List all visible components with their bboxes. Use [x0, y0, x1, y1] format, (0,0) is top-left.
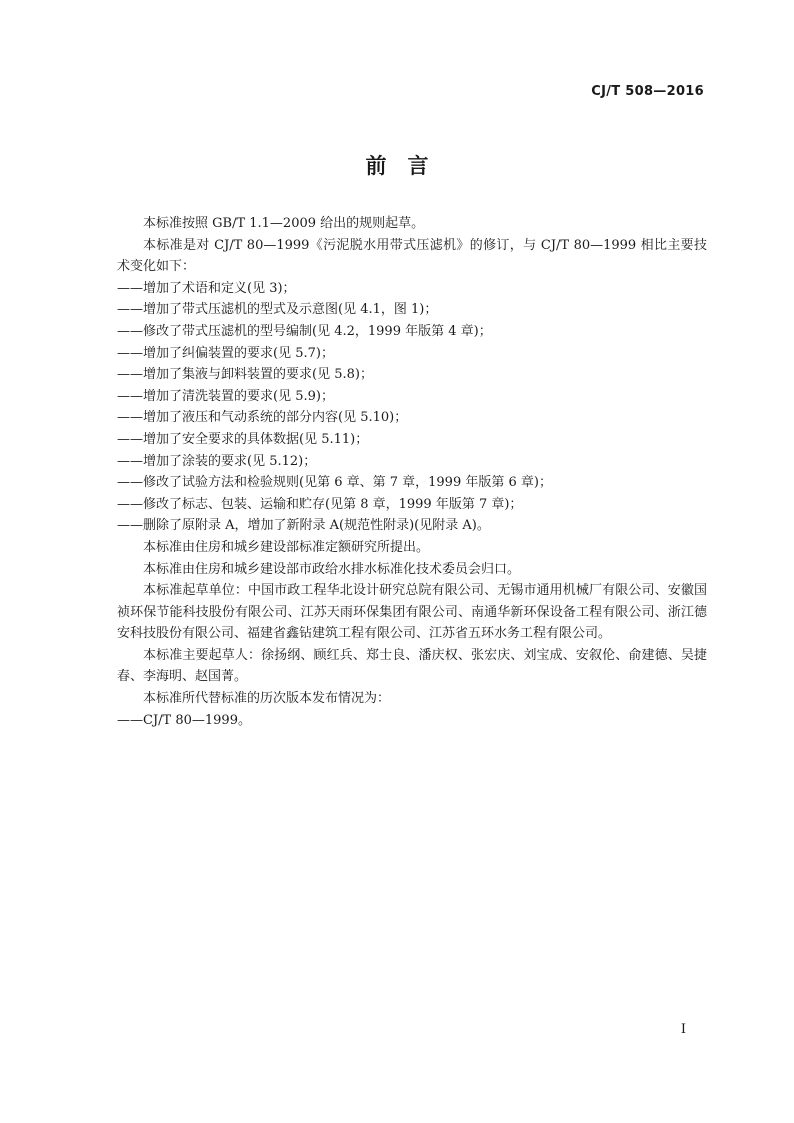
standard-code: CJ/T 508—2016 — [591, 84, 704, 99]
list-item-change: ——增加了涂装的要求(见 5.12)； — [117, 453, 317, 469]
list-item-change: ——修改了带式压滤机的型号编制(见 4.2，1999 年版第 4 章)； — [117, 323, 492, 339]
list-item-change: ——增加了带式压滤机的型式及示意图(见 4.1，图 1)； — [117, 302, 438, 318]
page-number: I — [680, 1022, 686, 1037]
paragraph-committee: 本标准由住房和城乡建设部市政给水排水标准化技术委员会归口。 — [143, 561, 521, 577]
list-item-change: ——增加了纠偏装置的要求(见 5.7)； — [117, 345, 334, 361]
paragraph-drafters: 本标准主要起草人：徐扬纲、顾红兵、郑士良、潘庆权、张宏庆、刘宝成、安叙伦、俞建德、吴捷春、李海明、赵国菁。 — [117, 647, 707, 685]
list-item-change: ——增加了集液与卸料装置的要求(见 5.8)； — [117, 367, 373, 383]
list-item-change: ——修改了标志、包装、运输和贮存(见第 8 章，1999 年版第 7 章)； — [117, 496, 523, 512]
list-item-change: ——增加了安全要求的具体数据(见 5.11)； — [117, 431, 369, 447]
paragraph-drafting-units: 本标准起草单位：中国市政工程华北设计研究总院有限公司、无锡市通用机械厂有限公司、安徽国祯环保节能科技股份有限公司、江苏天雨环保集团有限公司、南通华新环保设备工程有限公司、浙江德安科技股份有限公司、福建省鑫钻建筑工程有限公司、江苏省五环水务工程有限公司。 — [117, 583, 707, 642]
list-item-change: ——增加了术语和定义(见 3)； — [117, 280, 296, 296]
list-item-change: ——增加了清洗装置的要求(见 5.9)； — [117, 388, 334, 404]
list-item-change: ——删除了原附录 A，增加了新附录 A(规范性附录)(见附录 A)。 — [117, 518, 490, 534]
list-item-change: ——修改了试验方法和检验规则(见第 6 章、第 7 章，1999 年版第 6 章)； — [117, 475, 552, 491]
list-item-history: ——CJ/T 80—1999。 — [117, 712, 251, 728]
list-item-change: ——增加了液压和气动系统的部分内容(见 5.10)； — [117, 410, 408, 426]
page-title: 前 言 — [365, 154, 429, 178]
paragraph-drafting-rules: 本标准按照 GB/T 1.1—2009 给出的规则起草。 — [143, 216, 425, 231]
foreword-body — [117, 213, 707, 731]
paragraph-history-intro: 本标准所代替标准的历次版本发布情况为： — [143, 691, 391, 707]
paragraph-revision-summary: 本标准是对 CJ/T 80—1999《污泥脱水用带式压滤机》的修订，与 CJ/T 80—1999 相比主要技术变化如下： — [117, 237, 707, 275]
paragraph-proposer: 本标准由住房和城乡建设部标准定额研究所提出。 — [143, 539, 430, 555]
